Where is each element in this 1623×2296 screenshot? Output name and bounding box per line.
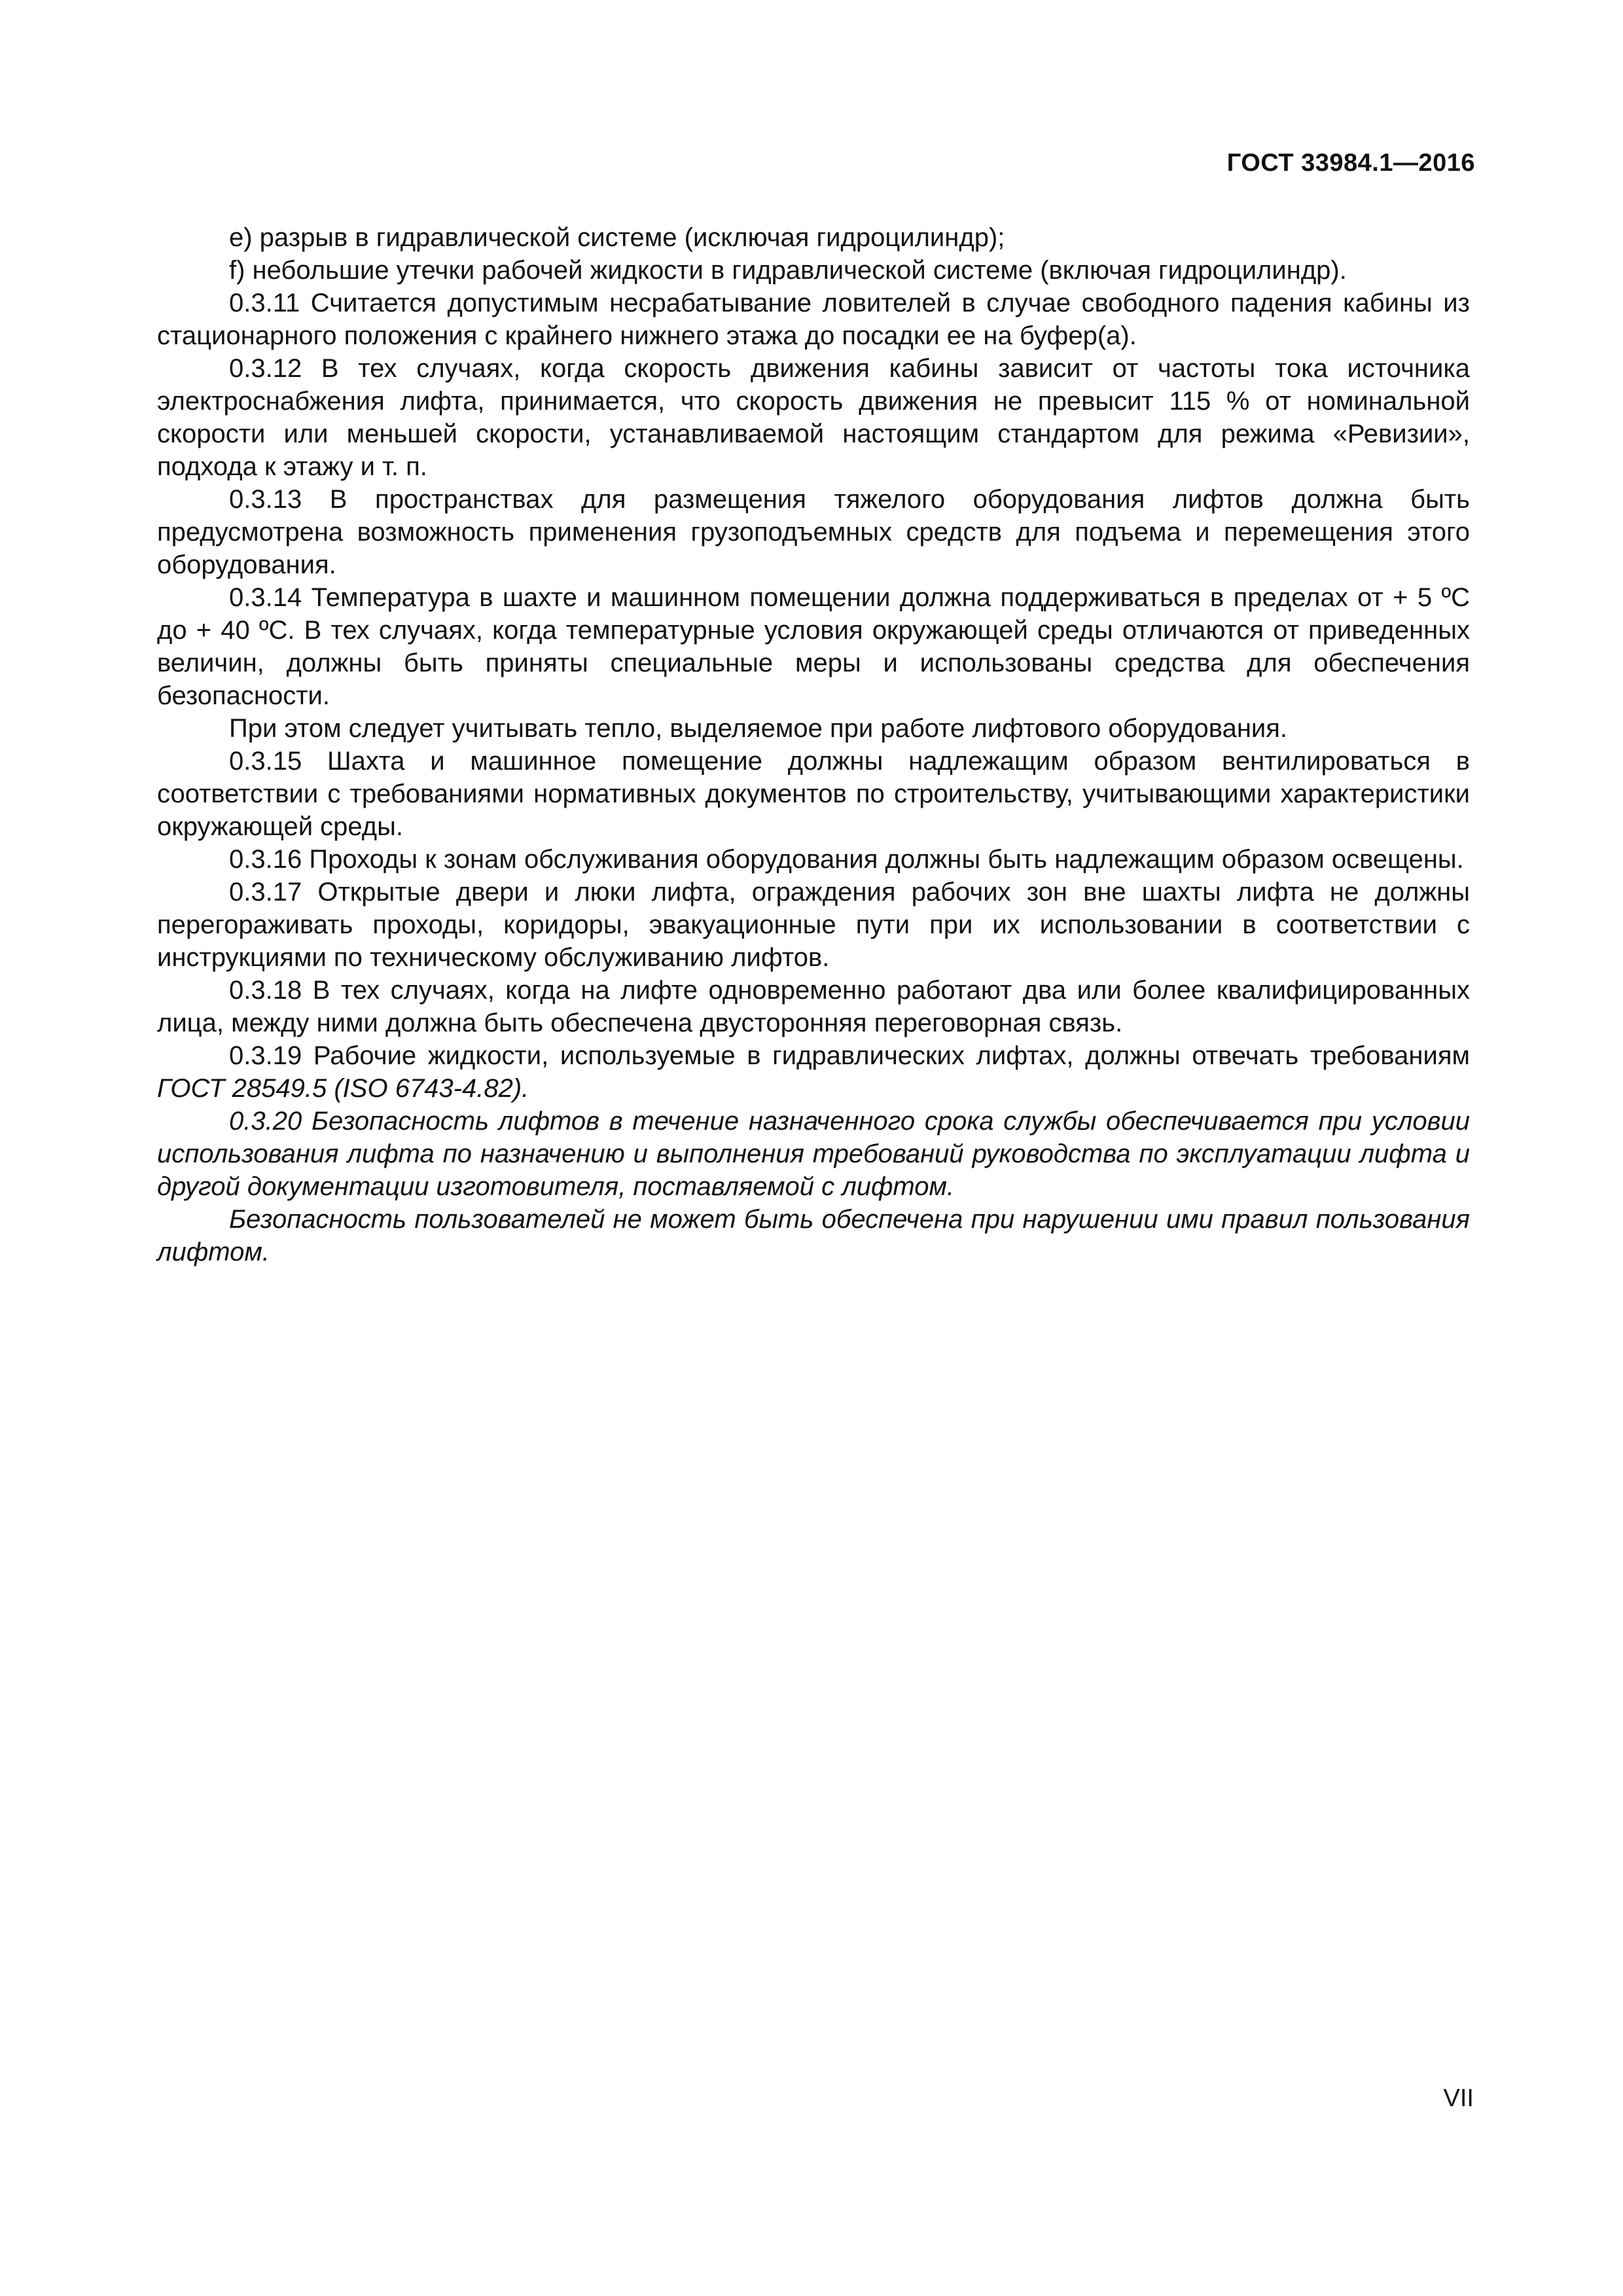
paragraph-0-3-14: 0.3.14 Температура в шахте и машинном помещении должна поддерживаться в пределах от + 5 ºС до + 40 ºС. В тех случаях, когда температурные условия окружающей среды отличаются от приведенных величин, должны быть приняты специальные меры и использованы средства для обеспечения безопасности. <box>157 583 1470 710</box>
paragraph-0-3-11: 0.3.11 Считается допустимым несрабатывание ловителей в случае свободного падения кабины из стационарного положения с крайнего нижнего этажа до посадки ее на буфер(а). <box>157 289 1470 350</box>
paragraph-heat-note: При этом следует учитывать тепло, выделяемое при работе лифтового оборудования. <box>229 714 1288 743</box>
page-number: VII <box>1443 2085 1474 2112</box>
paragraph-0-3-19-text: 0.3.19 Рабочие жидкости, используемые в гидравлических лифтах, должны отвечать требованиям <box>229 1041 1470 1070</box>
paragraph-0-3-15: 0.3.15 Шахта и машинное помещение должны надлежащим образом вентилироваться в соответствии с требованиями нормативных документов по строительству, учитывающими характеристики окружающей среды. <box>157 747 1470 841</box>
paragraph-0-3-19 <box>157 1039 1470 1105</box>
document-body <box>157 221 1470 1268</box>
paragraph-0-3-13: 0.3.13 В пространствах для размещения тяжелого оборудования лифтов должна быть предусмотрена возможность применения грузоподъемных средств для подъема и перемещения этого оборудования. <box>157 485 1470 579</box>
paragraph-0-3-17: 0.3.17 Открытые двери и люки лифта, ограждения рабочих зон вне шахты лифта не должны перегораживать проходы, коридоры, эвакуационные пути при их использовании в соответствии с инструкциями по техническому обслуживанию лифтов. <box>157 878 1470 972</box>
paragraph-0-3-20: 0.3.20 Безопасность лифтов в течение назначенного срока службы обеспечивается при условии использования лифта по назначению и выполнения требований руководства по эксплуатации лифта и другой документации изготовителя, поставляемой с лифтом. <box>157 1107 1470 1201</box>
paragraph-e: е) разрыв в гидравлической системе (исключая гидроцилиндр); <box>229 223 1005 252</box>
paragraph-0-3-12: 0.3.12 В тех случаях, когда скорость движения кабины зависит от частоты тока источника электроснабжения лифта, принимается, что скорость движения не превысит 115 % от номинальной скорости или меньшей скорости, устанавливаемой настоящим стандартом для режима «Ревизии», подхода к этажу и т. п. <box>157 354 1470 481</box>
paragraph-0-3-16: 0.3.16 Проходы к зонам обслуживания оборудования должны быть надлежащим образом освещены. <box>229 845 1464 874</box>
paragraph-0-3-18: 0.3.18 В тех случаях, когда на лифте одновременно работают два или более квалифицированных лица, между ними должна быть обеспечена двусторонняя переговорная связь. <box>157 976 1470 1037</box>
paragraph-0-3-19-reference: ГОСТ 28549.5 (ISO 6743-4.82). <box>157 1074 529 1103</box>
paragraph-user-safety: Безопасность пользователей не может быть обеспечена при нарушении ими правил пользования лифтом. <box>157 1205 1470 1266</box>
paragraph-f: f) небольшие утечки рабочей жидкости в гидравлической системе (включая гидроцилиндр). <box>229 256 1347 285</box>
standard-code-header: ГОСТ 33984.1—2016 <box>1226 149 1475 177</box>
